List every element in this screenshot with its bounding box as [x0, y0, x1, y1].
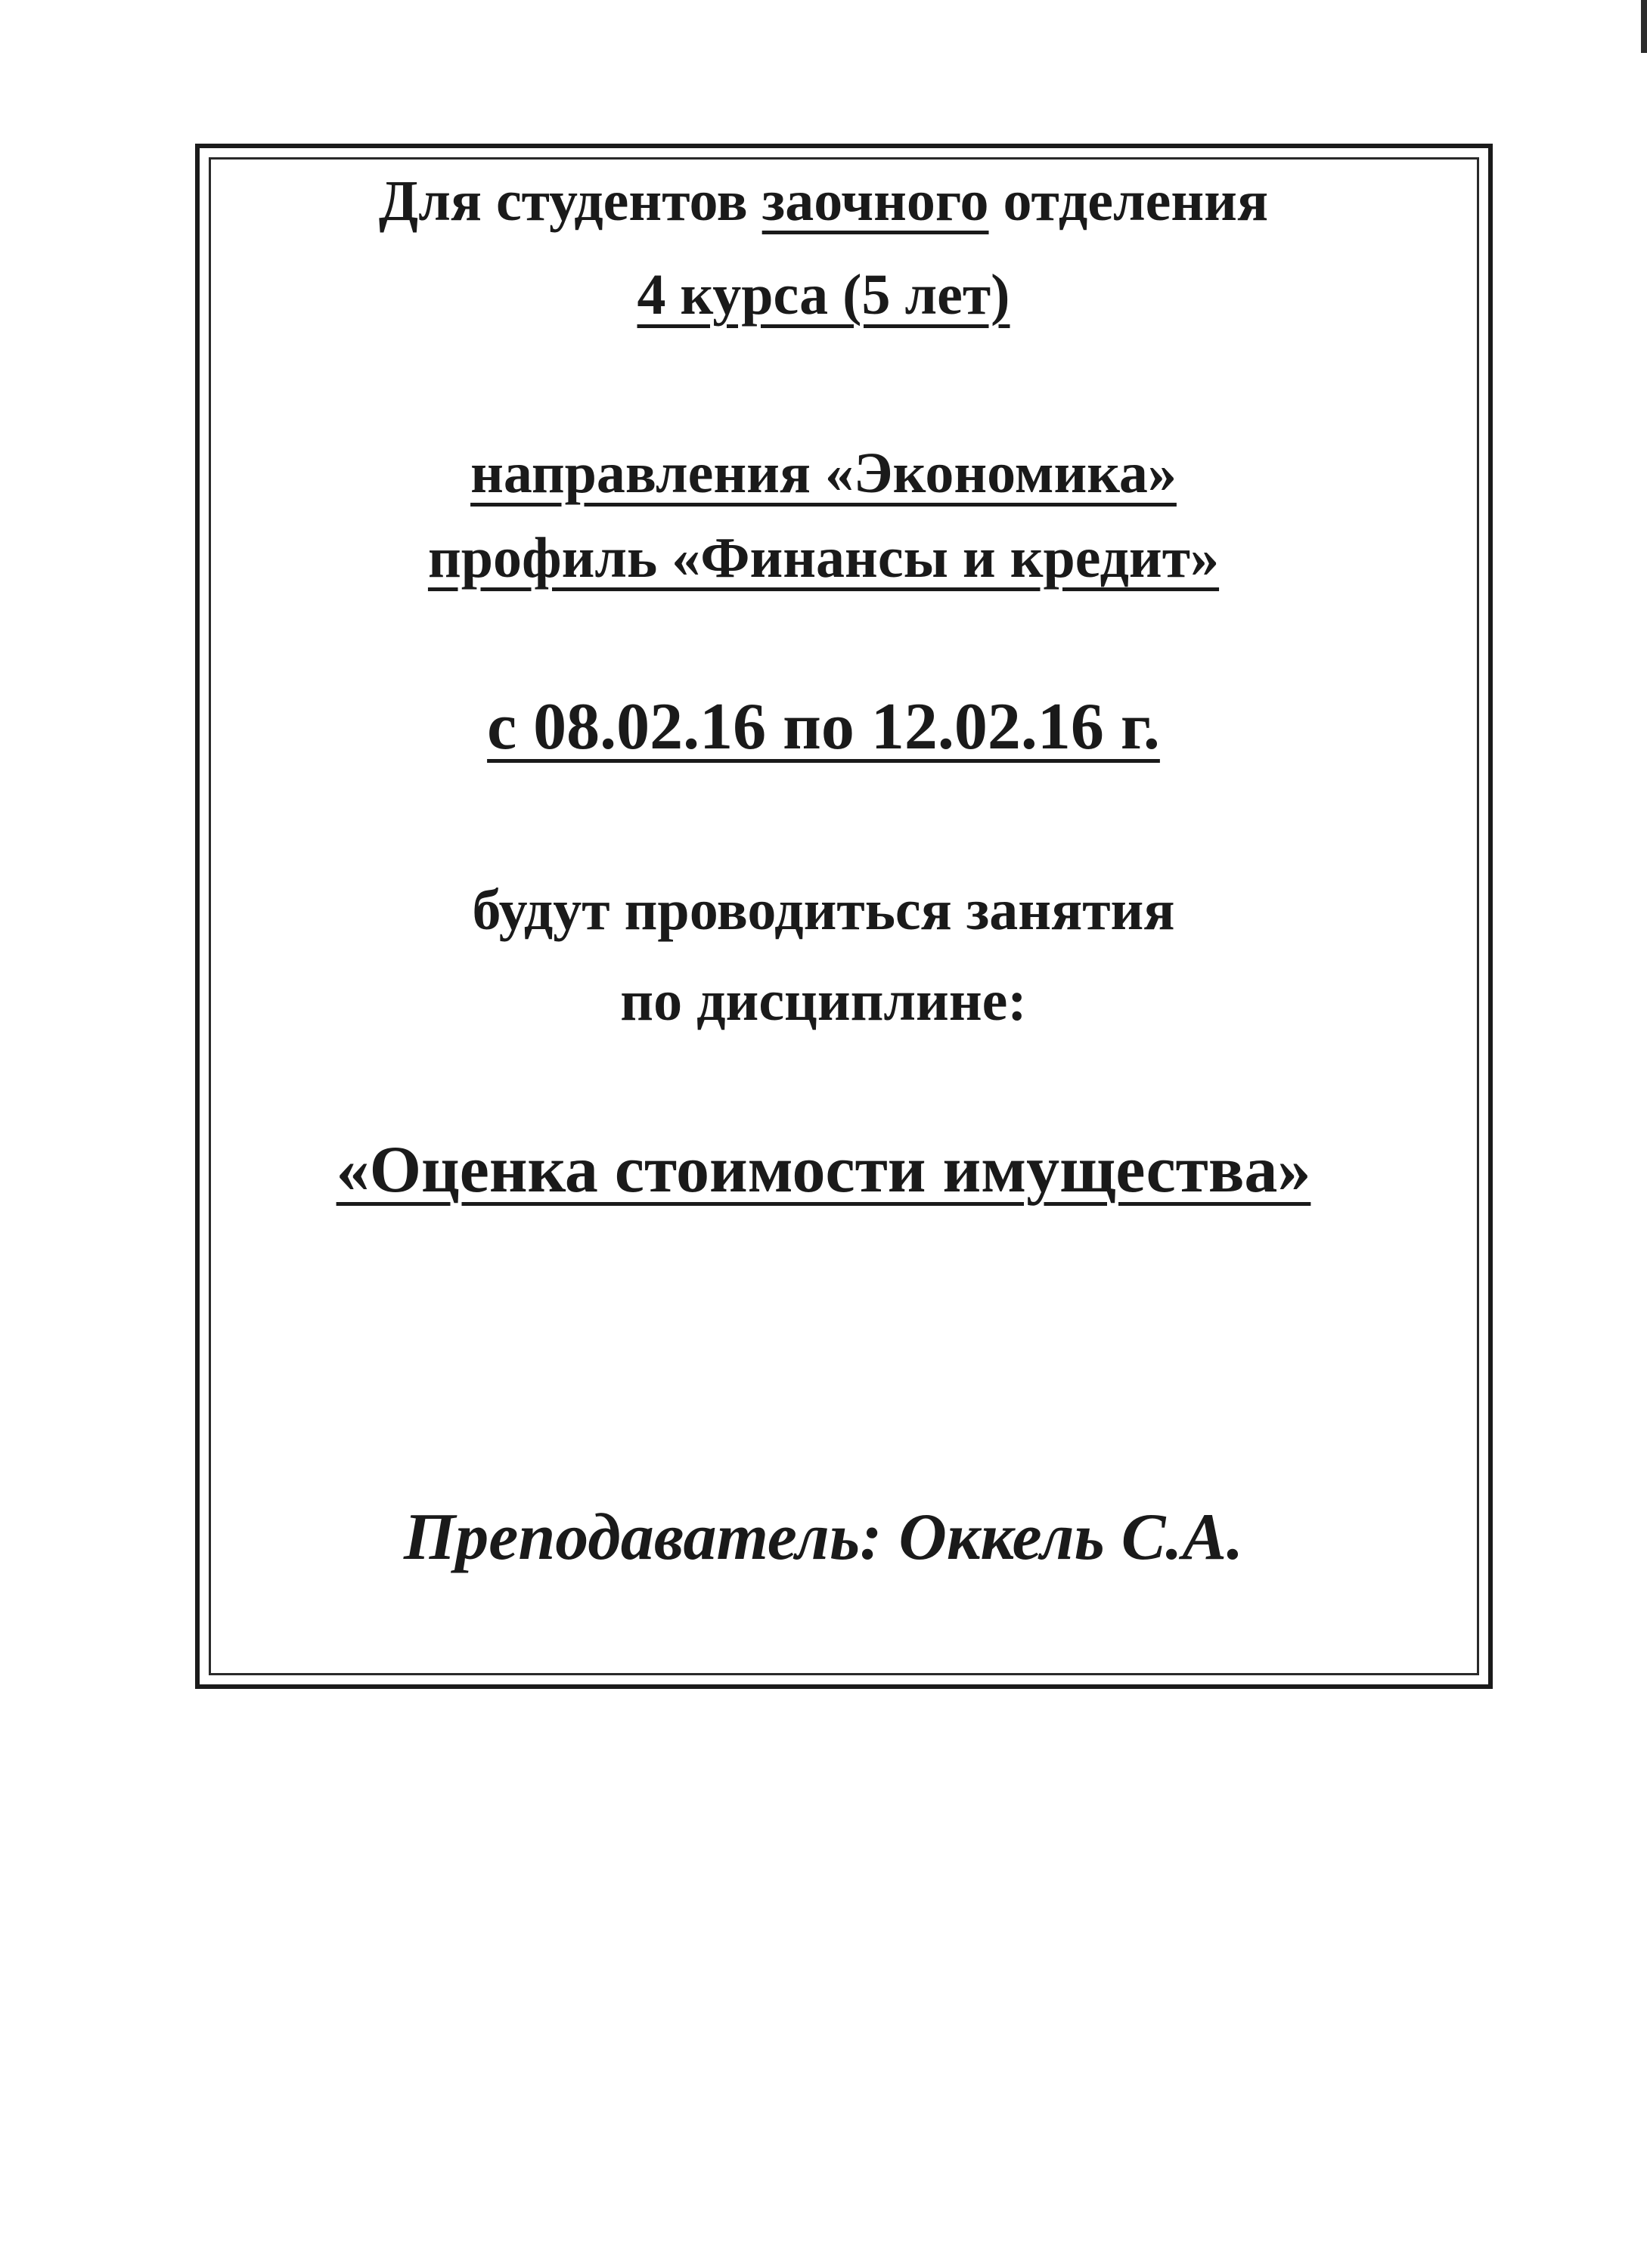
audience-suffix: отделения	[988, 169, 1269, 233]
dates-text: с 08.02.16 по 12.02.16 г.	[487, 690, 1160, 764]
study-form: заочного	[761, 169, 989, 233]
discipline-line	[0, 1133, 1647, 1207]
audience-prefix: Для студентов	[378, 169, 762, 233]
discipline-intro-line: по дисциплине:	[620, 969, 1027, 1033]
teacher-line: Преподаватель: Оккель С.А.	[403, 1501, 1244, 1574]
scan-edge-mark	[1641, 0, 1647, 53]
classes-line: будут проводиться занятия	[472, 878, 1175, 942]
course-text: 4 курса (5 лет)	[637, 263, 1010, 327]
course-line	[0, 263, 1647, 327]
dates-line	[0, 690, 1647, 764]
direction-text: направления «Экономика»	[470, 442, 1177, 505]
audience-line	[0, 169, 1647, 233]
profile-line	[0, 526, 1647, 590]
direction-line	[0, 442, 1647, 505]
discipline-title: «Оценка стоимости имущества»	[336, 1133, 1311, 1207]
profile-text: профиль «Финансы и кредит»	[427, 526, 1220, 590]
